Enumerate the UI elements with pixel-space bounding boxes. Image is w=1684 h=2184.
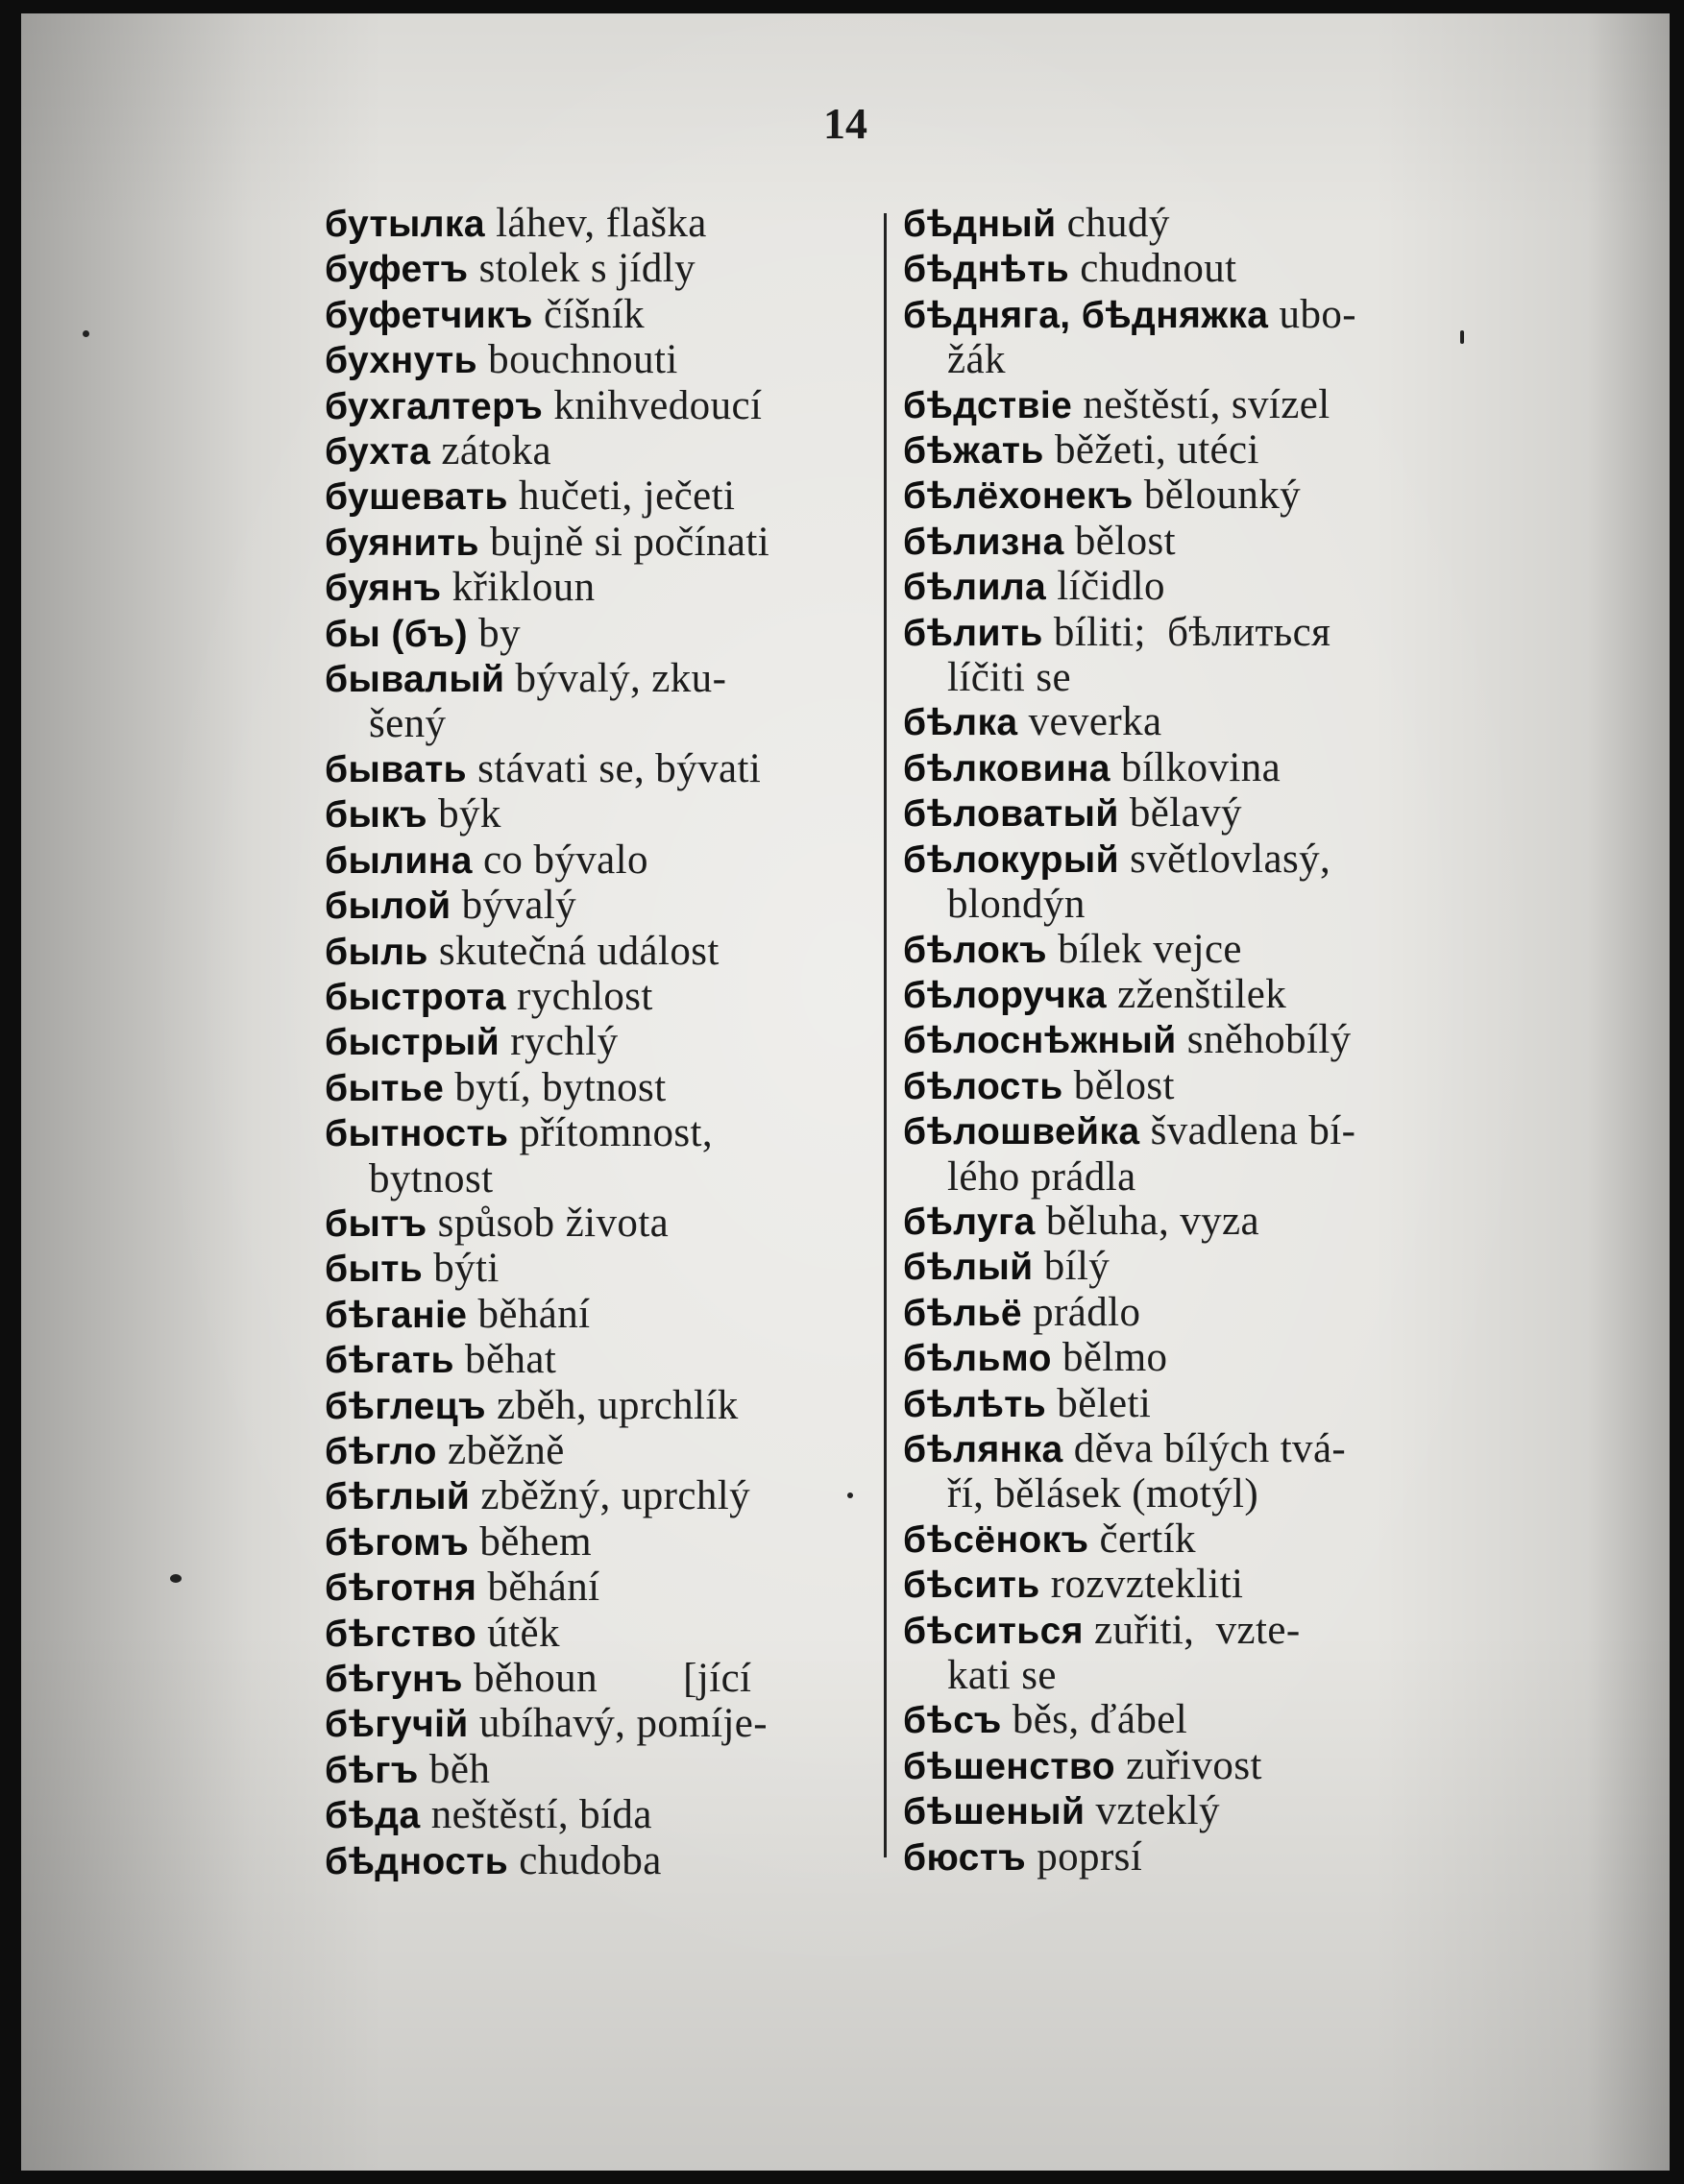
definition: světlovlasý,	[1118, 836, 1331, 882]
dictionary-entry	[903, 1427, 1477, 1517]
definition: býk	[427, 791, 501, 837]
dictionary-entry	[325, 612, 893, 657]
definition: chudý	[1056, 201, 1170, 246]
headword: бѣлокурый	[903, 838, 1119, 881]
dictionary-entry	[903, 1563, 1477, 1608]
dictionary-entry	[903, 791, 1477, 837]
dictionary-entry	[903, 293, 1477, 383]
ink-speck	[847, 1492, 853, 1498]
definition: běhání	[476, 1565, 600, 1611]
definition: knihvedoucí	[543, 382, 763, 428]
definition: běhání	[467, 1291, 591, 1337]
dictionary-entry	[903, 700, 1477, 745]
definition: vzteklý	[1085, 1788, 1220, 1834]
dictionary-page	[21, 13, 1670, 2171]
dictionary-entry	[325, 792, 893, 837]
dictionary-entry	[325, 1839, 893, 1884]
headword: бѣлить	[903, 612, 1043, 654]
dictionary-entry	[903, 928, 1477, 973]
dictionary-entry	[903, 565, 1477, 610]
headword: бѣловатый	[903, 793, 1119, 836]
headword: бѣгомъ	[325, 1521, 470, 1564]
dictionary-entry	[903, 1517, 1477, 1563]
headword: быстрый	[325, 1022, 500, 1064]
definition: zuřivost	[1114, 1742, 1262, 1788]
dictionary-entry	[325, 930, 893, 975]
definition: běh	[418, 1746, 491, 1792]
definition: děva bílých tvá-	[1062, 1425, 1347, 1471]
definition: poprsí	[1026, 1833, 1143, 1880]
headword: бѣдный	[903, 204, 1057, 245]
dictionary-entry	[903, 746, 1477, 791]
page-number: 14	[823, 99, 867, 148]
headword: бухгалтеръ	[325, 385, 544, 427]
definition: běhoun [jící	[462, 1656, 752, 1701]
headword: буянъ	[325, 568, 442, 610]
dictionary-entry	[325, 838, 893, 884]
headword: буфетъ	[325, 249, 469, 291]
definition: stávati se, bývati	[467, 745, 762, 791]
definition-continuation: blondýn	[947, 882, 1086, 928]
definition-continuation: šený	[369, 701, 447, 747]
definition: bílkovina	[1110, 744, 1281, 790]
headword: бѣготня	[325, 1567, 477, 1610]
dictionary-entry	[325, 384, 893, 429]
headword: бѣда	[325, 1795, 421, 1837]
dictionary-entry	[325, 1020, 893, 1065]
headword: бухнуть	[325, 340, 478, 382]
definition: zženštilek	[1107, 971, 1287, 1017]
left-column	[325, 202, 893, 1884]
headword: бѣлянка	[903, 1428, 1063, 1470]
column-divider	[884, 213, 887, 1857]
headword: бѣлѣть	[903, 1383, 1047, 1425]
definition: běleti	[1046, 1380, 1152, 1426]
dictionary-entry	[903, 1109, 1477, 1200]
dictionary-entry	[325, 247, 893, 292]
headword: бѣльё	[903, 1292, 1022, 1334]
dictionary-entry	[325, 1474, 893, 1519]
headword: бѣднѣть	[903, 249, 1070, 291]
headword: бѣжать	[903, 430, 1044, 473]
headword: бутылка	[325, 204, 485, 245]
definition: ubo-	[1268, 291, 1356, 337]
headword: бѣсёнокъ	[903, 1518, 1089, 1561]
definition: bílý	[1033, 1244, 1110, 1290]
definition: prádlo	[1021, 1289, 1141, 1335]
definition-continuation: bytnost	[369, 1155, 494, 1201]
headword: былина	[325, 839, 473, 882]
dictionary-entry	[903, 1835, 1477, 1881]
dictionary-entry	[325, 1338, 893, 1383]
dictionary-entry	[903, 1064, 1477, 1109]
headword: бѣгло	[325, 1430, 437, 1472]
definition: chudoba	[508, 1837, 662, 1883]
dictionary-entry	[903, 428, 1477, 473]
definition: čertík	[1088, 1516, 1196, 1562]
definition: zátoka	[430, 428, 551, 474]
definition: ubíhavý, pomíje-	[468, 1701, 769, 1747]
dictionary-entry	[903, 1336, 1477, 1381]
dictionary-entry	[903, 1018, 1477, 1063]
definition: bílek vejce	[1046, 926, 1242, 972]
definition: běluha, vyza	[1035, 1198, 1260, 1244]
definition-continuation: ří, bělásek (motýl)	[947, 1471, 1259, 1517]
headword: бѣдствіе	[903, 384, 1073, 426]
dictionary-entry	[903, 1382, 1477, 1427]
definition: bývalý, zku-	[504, 656, 727, 702]
definition: bělost	[1063, 518, 1176, 564]
definition-continuation: žák	[947, 337, 1006, 383]
definition: bouchnouti	[477, 337, 678, 383]
definition: bujně si počínati	[478, 519, 770, 565]
definition: spůsob života	[427, 1200, 670, 1246]
definition: neštěstí, svízel	[1072, 381, 1330, 427]
definition: skutečná událost	[427, 928, 720, 974]
dictionary-entry	[903, 520, 1477, 565]
definition: bělmo	[1051, 1335, 1168, 1381]
ink-speck	[170, 1574, 182, 1583]
headword: бѣлость	[903, 1065, 1063, 1107]
dictionary-entry	[325, 566, 893, 611]
dictionary-entry	[903, 1698, 1477, 1743]
headword: бѣлёхонекъ	[903, 475, 1134, 518]
headword: буянить	[325, 522, 479, 564]
dictionary-entry	[903, 473, 1477, 519]
definition: rychlý	[500, 1019, 619, 1065]
dictionary-entry	[325, 657, 893, 747]
definition: zběžně	[436, 1427, 565, 1473]
dictionary-entry	[903, 1609, 1477, 1699]
definition: bývalý	[451, 883, 577, 929]
definition-continuation: lého prádla	[947, 1153, 1136, 1200]
definition: býti	[423, 1246, 500, 1292]
dictionary-entry	[903, 1200, 1477, 1245]
dictionary-entry	[903, 1291, 1477, 1336]
definition: bělounký	[1133, 473, 1302, 519]
definition: číšník	[532, 291, 646, 337]
dictionary-entry	[325, 202, 893, 247]
dictionary-entry	[903, 837, 1477, 928]
headword: буфетчикъ	[325, 294, 533, 336]
dictionary-entry	[325, 429, 893, 474]
dictionary-entry	[903, 1744, 1477, 1789]
headword: бѣгунъ	[325, 1659, 463, 1700]
definition: křikloun	[441, 565, 596, 611]
definition: láhev, flaška	[484, 201, 707, 246]
dictionary-entry	[903, 383, 1477, 428]
headword: быль	[325, 931, 428, 973]
headword: быкъ	[325, 794, 427, 837]
headword: бытъ	[325, 1202, 427, 1245]
dictionary-entry	[903, 611, 1477, 701]
ink-speck	[83, 330, 89, 337]
definition: neštěstí, bída	[420, 1792, 652, 1838]
dictionary-entry	[325, 1520, 893, 1565]
definition: bělost	[1062, 1062, 1175, 1108]
headword: бытность	[325, 1113, 509, 1155]
definition: bíliti; бѣлиться	[1042, 609, 1331, 655]
dictionary-entry	[903, 202, 1477, 247]
dictionary-entry	[325, 1066, 893, 1111]
dictionary-entry	[325, 338, 893, 383]
headword: бѣгучій	[325, 1704, 469, 1746]
headword: бы (бъ)	[325, 613, 469, 655]
headword: бѣсъ	[903, 1700, 1002, 1742]
headword: бытье	[325, 1067, 445, 1109]
definition: bělavý	[1118, 790, 1242, 837]
definition: by	[468, 610, 521, 656]
dictionary-entry	[903, 973, 1477, 1018]
dictionary-entry	[325, 1748, 893, 1793]
dictionary-entry	[325, 1293, 893, 1338]
headword: бѣшенство	[903, 1745, 1115, 1787]
definition: zběžný, uprchlý	[470, 1473, 750, 1519]
dictionary-entry	[325, 521, 893, 566]
dictionary-entry	[325, 975, 893, 1020]
headword: бухта	[325, 431, 431, 473]
definition: zběh, uprchlík	[485, 1382, 739, 1428]
definition: chudnout	[1069, 246, 1237, 292]
dictionary-entry	[325, 1247, 893, 1292]
definition: bytí, bytnost	[444, 1064, 667, 1110]
headword: бѣглый	[325, 1476, 471, 1518]
definition: líčidlo	[1046, 564, 1165, 610]
definition-continuation: kati se	[947, 1653, 1057, 1698]
headword: быть	[325, 1249, 424, 1291]
headword: бѣгъ	[325, 1749, 419, 1791]
definition: během	[469, 1518, 592, 1565]
definition: sněhobílý	[1176, 1017, 1352, 1063]
headword: былой	[325, 886, 452, 928]
dictionary-entry	[325, 1657, 893, 1702]
headword: бѣдность	[325, 1840, 509, 1882]
headword: бѣлоручка	[903, 974, 1108, 1016]
dictionary-entry	[325, 747, 893, 792]
headword: бѣлковина	[903, 747, 1110, 789]
headword: бывать	[325, 748, 468, 790]
definition: stolek s jídly	[468, 246, 696, 292]
headword: бѣгство	[325, 1613, 477, 1655]
definition: přítomnost,	[508, 1110, 713, 1156]
definition: běs, ďábel	[1001, 1697, 1188, 1743]
headword: бѣлошвейка	[903, 1111, 1140, 1153]
headword: бѣльмо	[903, 1338, 1052, 1380]
dictionary-entry	[325, 1201, 893, 1247]
headword: быстрота	[325, 976, 506, 1018]
headword: бѣдняга, бѣдняжка	[903, 294, 1269, 336]
dictionary-entry	[903, 1789, 1477, 1834]
definition: rozvztekliti	[1039, 1562, 1244, 1608]
definition: běžeti, utéci	[1043, 427, 1259, 473]
dictionary-entry	[325, 293, 893, 338]
headword: бѣлоснѣжный	[903, 1020, 1177, 1062]
right-column	[903, 202, 1477, 1881]
headword: бѣгать	[325, 1340, 454, 1382]
definition: běhat	[453, 1337, 557, 1383]
dictionary-entry	[903, 1245, 1477, 1290]
dictionary-entry	[325, 474, 893, 520]
dictionary-entry	[325, 1384, 893, 1429]
definition: rychlost	[505, 973, 653, 1019]
ink-speck	[1460, 330, 1464, 344]
definition: hučeti, ječeti	[507, 473, 736, 520]
headword: бѣлуга	[903, 1201, 1036, 1243]
headword: бѣсить	[903, 1565, 1040, 1607]
dictionary-entry	[325, 1565, 893, 1611]
dictionary-entry	[325, 1702, 893, 1747]
headword: бѣлый	[903, 1247, 1034, 1289]
headword: бѣлизна	[903, 521, 1064, 563]
dictionary-entry	[325, 1429, 893, 1474]
headword: бюстъ	[903, 1836, 1027, 1879]
headword: бѣшеный	[903, 1791, 1086, 1833]
definition: co bývalo	[472, 837, 648, 883]
definition: útěk	[476, 1610, 560, 1656]
headword: бушевать	[325, 476, 508, 519]
dictionary-entry	[325, 1612, 893, 1657]
headword: бывалый	[325, 659, 505, 701]
definition: zuřiti, vzte-	[1083, 1607, 1301, 1653]
dictionary-entry	[325, 1111, 893, 1201]
dictionary-entry	[903, 247, 1477, 292]
dictionary-entry	[325, 884, 893, 929]
definition-continuation: líčiti se	[947, 655, 1071, 701]
headword: бѣганіе	[325, 1294, 468, 1336]
headword: бѣлокъ	[903, 929, 1047, 971]
headword: бѣлила	[903, 567, 1047, 609]
definition: švadlena bí-	[1139, 1108, 1356, 1154]
dictionary-entry	[325, 1793, 893, 1838]
headword: бѣглецъ	[325, 1385, 486, 1427]
definition: veverka	[1017, 699, 1162, 745]
headword: бѣлка	[903, 702, 1018, 744]
headword: бѣситься	[903, 1610, 1084, 1652]
